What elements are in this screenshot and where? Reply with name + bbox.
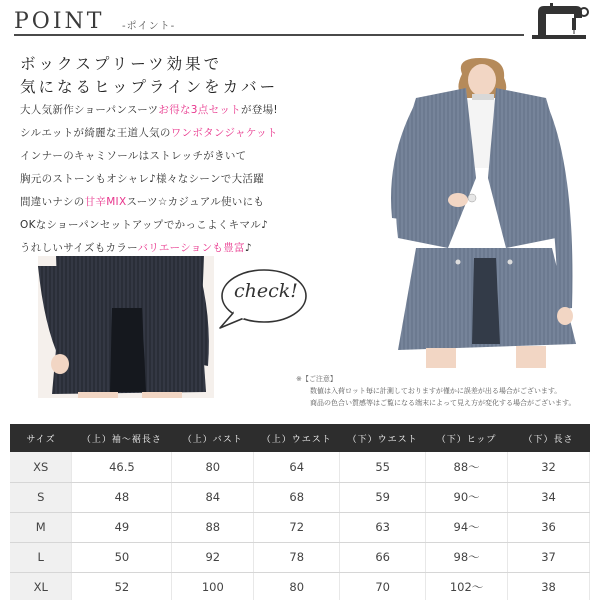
table-cell: 49: [72, 512, 172, 542]
table-cell: 68: [254, 482, 340, 512]
table-cell: 92: [172, 542, 254, 572]
table-cell: 64: [254, 452, 340, 482]
table-cell: 88～: [426, 452, 508, 482]
table-cell: 48: [72, 482, 172, 512]
table-cell: 55: [340, 452, 426, 482]
table-row: [10, 512, 590, 542]
notice-line: 数値は入荷ロット毎に計測しておりますが僅かに誤差が出る場合がございます。: [310, 387, 562, 395]
table-cell: 78: [254, 542, 340, 572]
check-speech-bubble: [212, 266, 310, 332]
header-subtitle: -ポイント-: [122, 21, 176, 32]
description-line: 大人気新作ショーパンスーツお得な3点セットが登場!: [20, 104, 278, 116]
table-cell: 50: [72, 542, 172, 572]
column-header: （下）ヒップ: [426, 424, 508, 452]
table-row: [10, 482, 590, 512]
table-cell: 72: [254, 512, 340, 542]
description-line: うれしいサイズもカラーバリエーションも豊富♪: [20, 242, 252, 254]
headline-line-2: 気になるヒップラインをカバー: [20, 78, 279, 96]
size-table: [10, 424, 590, 600]
description-block: [20, 99, 360, 260]
description-line: OKなショーパンセットアップでかっこよくキマル♪: [20, 219, 269, 231]
table-row: [10, 572, 590, 600]
table-cell: 84: [172, 482, 254, 512]
table-cell: 90～: [426, 482, 508, 512]
column-header: （下）長さ: [508, 424, 590, 452]
sewing-machine-icon: [528, 2, 590, 40]
description-line: 間違いナシの甘辛MIXスーツ☆カジュアル使いにも: [20, 196, 265, 208]
back-view-photo: [38, 256, 214, 398]
size-cell: S: [10, 482, 72, 512]
table-cell: 63: [340, 512, 426, 542]
table-cell: 100: [172, 572, 254, 600]
column-header: （上）バスト: [172, 424, 254, 452]
notice-block: [296, 373, 596, 409]
description-line: 胸元のストーンもオシャレ♪様々なシーンで大活躍: [20, 173, 264, 185]
column-header: （上）ウエスト: [254, 424, 340, 452]
table-header-row: [10, 424, 590, 452]
table-cell: 102～: [426, 572, 508, 600]
description-line: インナーのキャミソールはストレッチがきいて: [20, 150, 247, 162]
header-divider: [14, 34, 524, 36]
column-header: サイズ: [10, 424, 72, 452]
table-cell: 98～: [426, 542, 508, 572]
header-title: POINT: [14, 9, 105, 34]
table-cell: 46.5: [72, 452, 172, 482]
table-cell: 32: [508, 452, 590, 482]
table-cell: 94～: [426, 512, 508, 542]
table-cell: 66: [340, 542, 426, 572]
table-cell: 34: [508, 482, 590, 512]
table-cell: 88: [172, 512, 254, 542]
point-header: [0, 0, 600, 42]
headline-line-1: ボックスプリーツ効果で: [20, 55, 223, 73]
notice-title: ※【ご注意】: [296, 375, 337, 383]
description-line: シルエットが綺麗な王道人気のワンボタンジャケット: [20, 127, 278, 139]
table-row: [10, 542, 590, 572]
table-cell: 80: [172, 452, 254, 482]
table-cell: 80: [254, 572, 340, 600]
table-row: [10, 452, 590, 482]
notice-line: 商品の色合い質感等はご覧になる端末によって見え方が変化する場合がございます。: [310, 399, 576, 407]
size-cell: XS: [10, 452, 72, 482]
table-cell: 37: [508, 542, 590, 572]
size-cell: L: [10, 542, 72, 572]
table-cell: 59: [340, 482, 426, 512]
column-header: （下）ウエスト: [340, 424, 426, 452]
table-cell: 36: [508, 512, 590, 542]
model-photo: [376, 58, 596, 368]
size-cell: XL: [10, 572, 72, 600]
table-cell: 52: [72, 572, 172, 600]
table-cell: 70: [340, 572, 426, 600]
table-cell: 38: [508, 572, 590, 600]
column-header: （上）袖～裾長さ: [72, 424, 172, 452]
check-label: check!: [234, 280, 298, 302]
size-cell: M: [10, 512, 72, 542]
